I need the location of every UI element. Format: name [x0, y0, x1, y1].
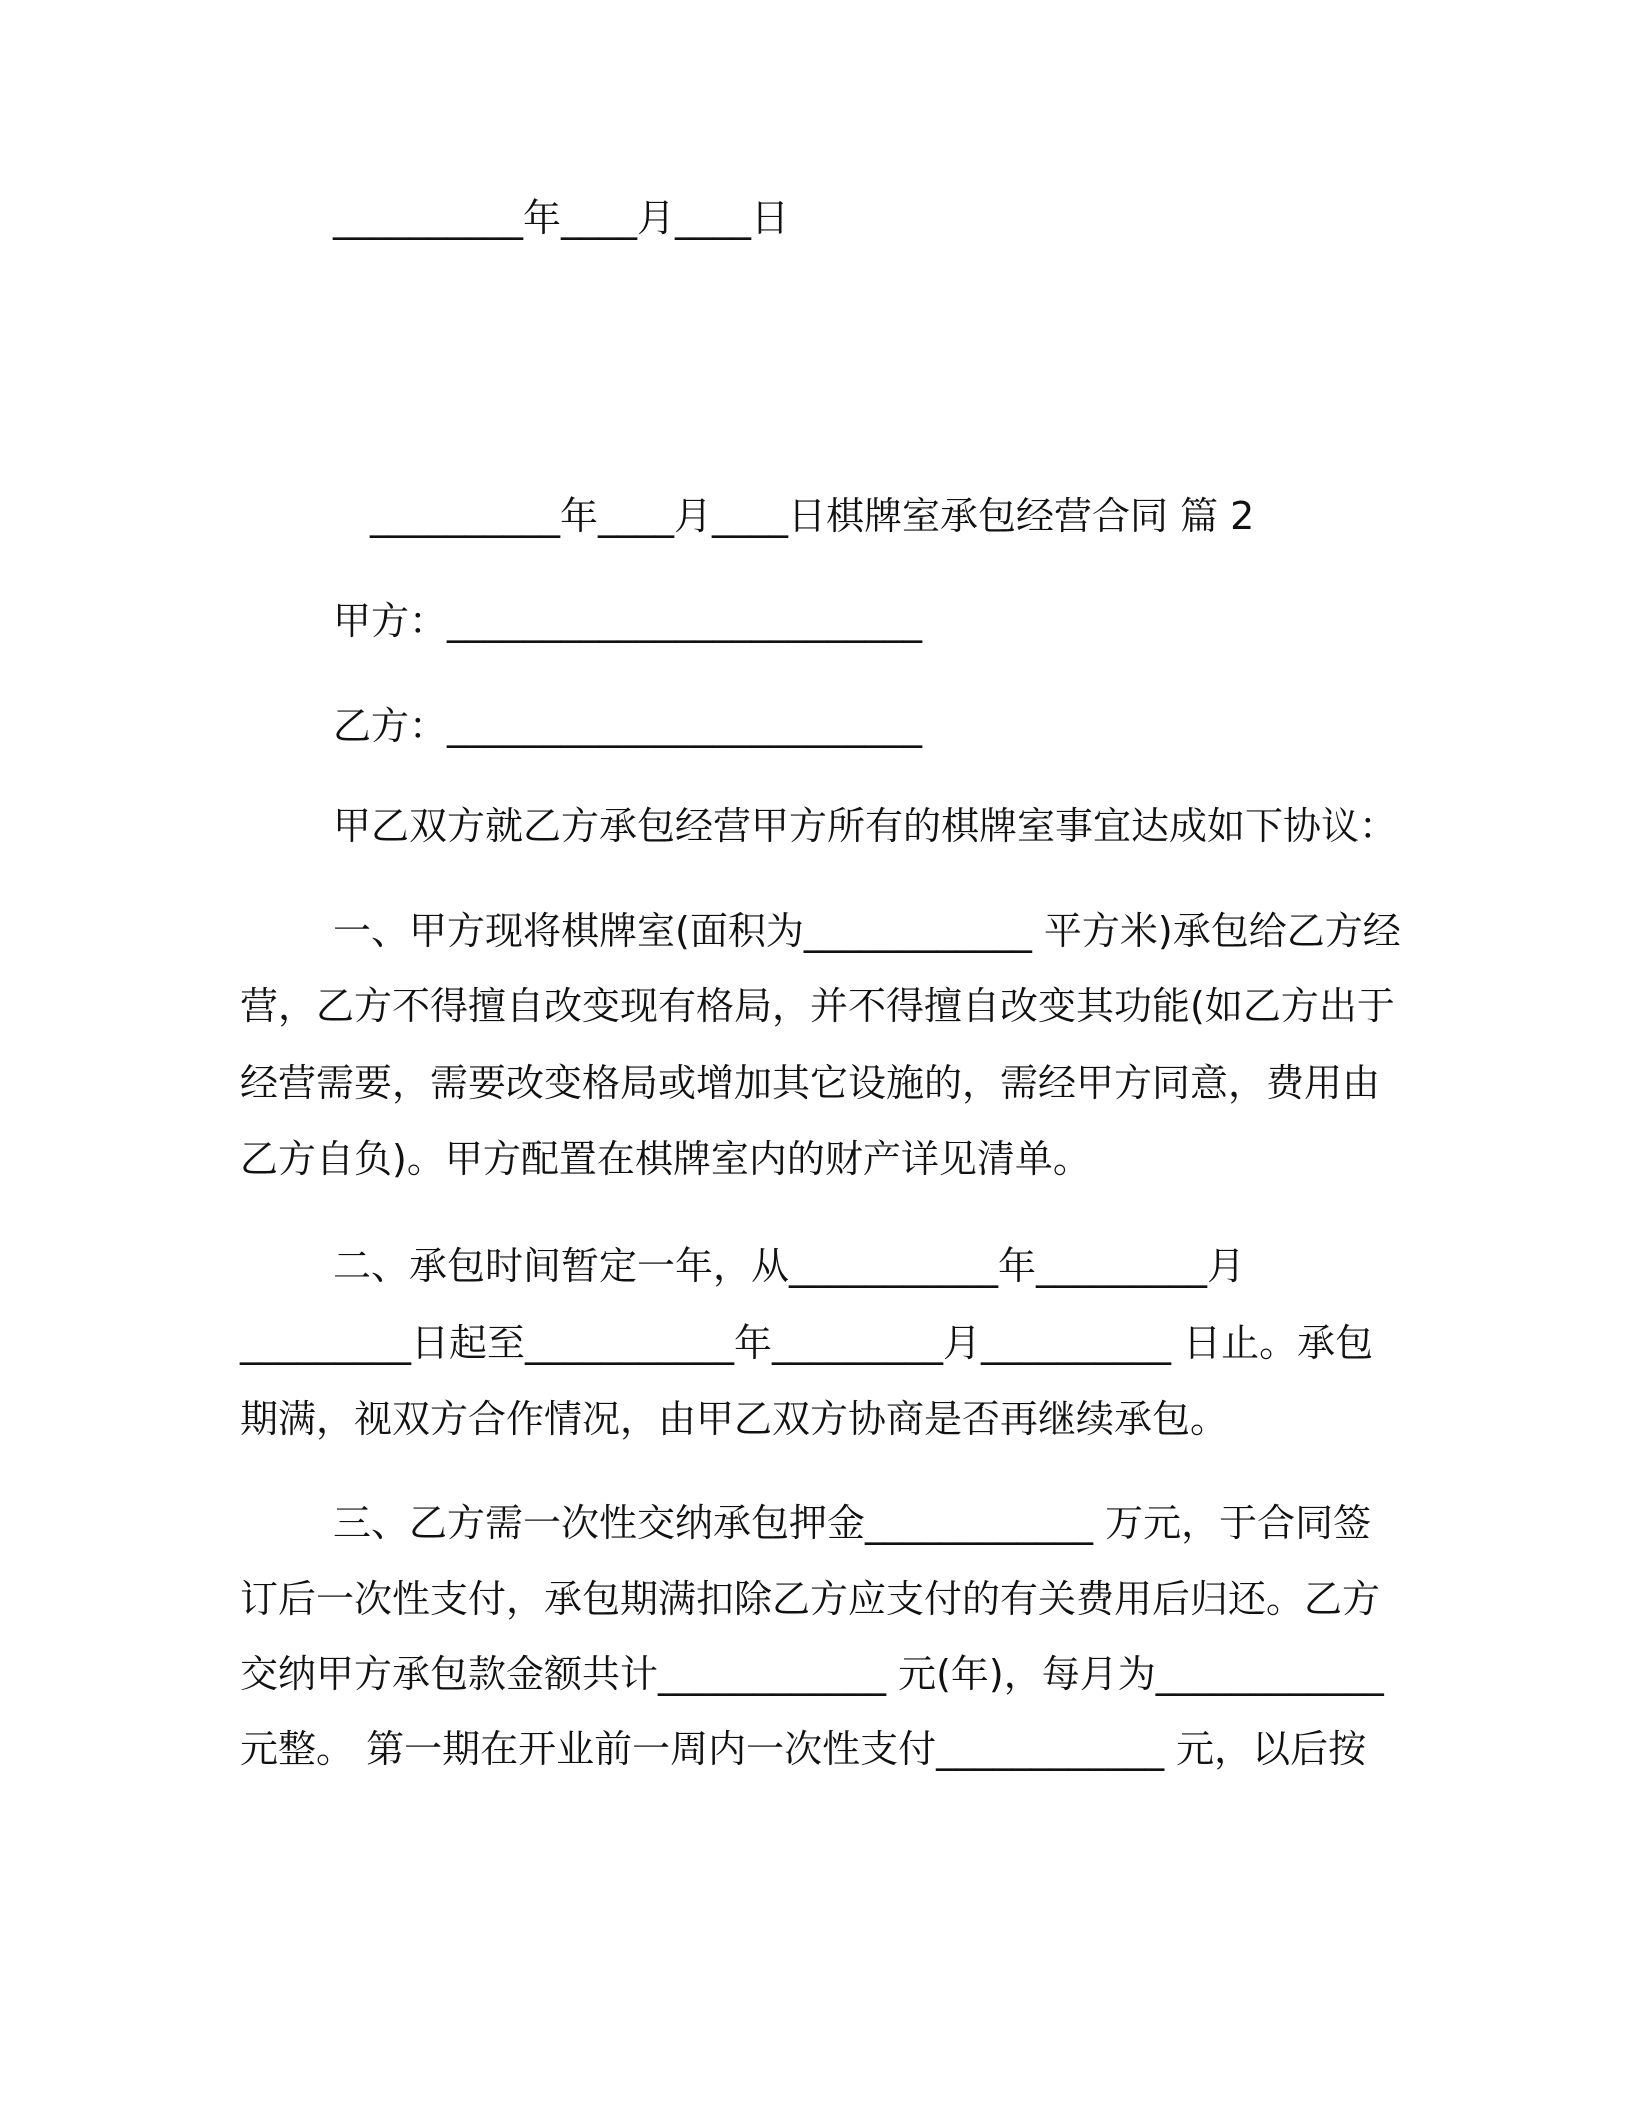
clause-3-line: 三、乙方需一次性交纳承包押金____________ 万元，于合同签	[333, 1501, 1372, 1545]
clause-1-line: 营，乙方不得擅自改变现有格局，并不得擅自改变其功能(如乙方出于	[240, 984, 1395, 1028]
contract-title: __________年____月____日棋牌室承包经营合同 篇 2	[370, 494, 1255, 538]
clause-2-line: 期满，视双方合作情况，由甲乙双方协商是否再继续承包。	[240, 1397, 1229, 1441]
party-b-line: 乙方：_________________________	[333, 704, 923, 748]
clause-2-line: _________日起至___________年_________月__________ 日止。承包	[240, 1321, 1374, 1365]
clause-1-line: 一、甲方现将棋牌室(面积为____________ 平方米)承包给乙方经	[333, 909, 1401, 953]
clause-1-line: 乙方自负)。甲方配置在棋牌室内的财产详见清单。	[240, 1137, 1091, 1181]
clause-2-line: 二、承包时间暂定一年，从___________年_________月	[333, 1244, 1246, 1288]
date-line: __________年____月____日	[333, 196, 790, 240]
clause-3-line: 元整。 第一期在开业前一周内一次性支付____________ 元，以后按	[240, 1727, 1367, 1771]
clause-3-line: 订后一次性支付，承包期满扣除乙方应支付的有关费用后归还。乙方	[240, 1577, 1381, 1621]
party-a-line: 甲方：_________________________	[333, 599, 923, 643]
intro-paragraph: 甲乙双方就乙方承包经营甲方所有的棋牌室事宜达成如下协议：	[333, 804, 1398, 848]
clause-3-line: 交纳甲方承包款金额共计____________ 元(年)，每月为____________	[240, 1652, 1384, 1696]
clause-1-line: 经营需要，需要改变格局或增加其它设施的，需经甲方同意，费用由	[240, 1061, 1381, 1105]
